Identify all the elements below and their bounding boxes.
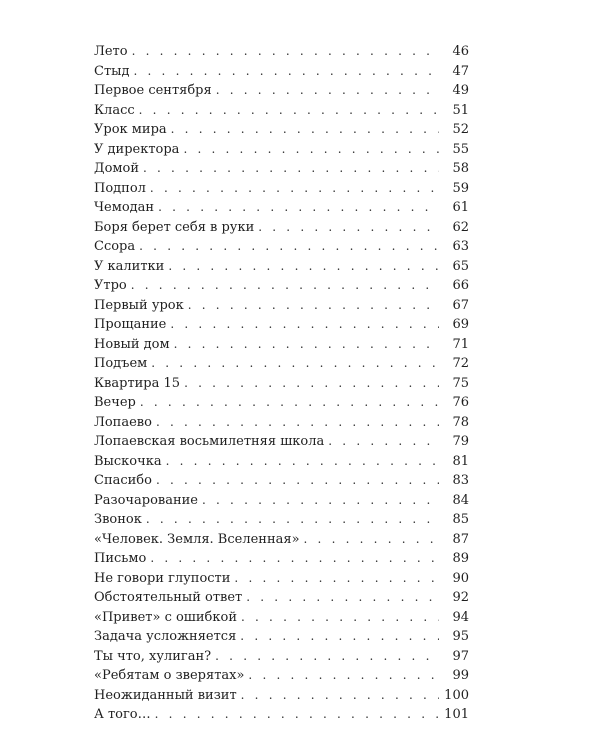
toc-entry[interactable] <box>94 510 469 530</box>
toc-dot-leader <box>131 276 439 296</box>
toc-entry-title: А того… <box>94 707 151 722</box>
toc-page-number: 97 <box>452 648 469 664</box>
table-of-contents <box>94 42 469 725</box>
toc-dot-leader <box>146 510 439 530</box>
toc-page-number: 95 <box>452 629 469 644</box>
toc-entry[interactable] <box>94 257 469 277</box>
toc-entry-title: Выскочка <box>94 453 162 469</box>
toc-dot-leader <box>168 257 439 277</box>
toc-entry[interactable] <box>94 237 469 257</box>
toc-dot-leader <box>139 237 439 257</box>
toc-dot-leader <box>246 588 439 608</box>
toc-dot-leader <box>140 393 439 413</box>
toc-entry-title: Класс <box>94 102 135 118</box>
toc-dot-leader <box>170 315 439 335</box>
toc-dot-leader <box>241 686 439 706</box>
toc-entry-title: Квартира 15 <box>94 375 181 391</box>
toc-entry[interactable] <box>94 588 469 608</box>
toc-dot-leader <box>183 140 439 160</box>
toc-page-number: 101 <box>444 707 469 722</box>
toc-dot-leader <box>215 647 439 667</box>
toc-page-number: 75 <box>452 375 469 391</box>
toc-page-number: 59 <box>452 180 469 196</box>
toc-entry-title: Лопаево <box>94 414 152 430</box>
toc-page-number: 90 <box>452 570 469 586</box>
toc-page-number: 76 <box>452 395 469 410</box>
toc-dot-leader <box>202 491 439 511</box>
toc-page-number: 67 <box>452 297 469 313</box>
toc-entry[interactable] <box>94 62 469 82</box>
toc-dot-leader <box>328 432 439 452</box>
toc-entry[interactable] <box>94 101 469 121</box>
toc-dot-leader <box>151 354 439 374</box>
toc-dot-leader <box>258 218 439 238</box>
toc-page-number: 79 <box>452 434 469 449</box>
toc-entry-title: Первое сентября <box>94 83 212 98</box>
toc-entry-title: Лопаевская восьмилетняя школа <box>94 434 325 449</box>
toc-entry-title: Утро <box>94 278 127 293</box>
toc-entry[interactable] <box>94 140 469 160</box>
toc-entry-title: Ссора <box>94 239 136 254</box>
toc-entry[interactable] <box>94 452 469 472</box>
toc-page-number: 55 <box>452 141 469 157</box>
toc-entry[interactable] <box>94 608 469 628</box>
toc-entry[interactable] <box>94 627 469 647</box>
toc-entry-title: Новый дом <box>94 336 170 352</box>
toc-entry-title: Звонок <box>94 512 142 527</box>
toc-entry[interactable] <box>94 81 469 101</box>
toc-entry[interactable] <box>94 218 469 238</box>
toc-entry[interactable] <box>94 413 469 433</box>
toc-entry[interactable] <box>94 686 469 706</box>
toc-dot-leader <box>158 198 439 218</box>
toc-entry[interactable] <box>94 471 469 491</box>
toc-entry-title: Вечер <box>94 395 136 410</box>
toc-page-number: 52 <box>452 122 469 137</box>
toc-entry[interactable] <box>94 530 469 550</box>
toc-entry-title: «Ребятам о зверятах» <box>94 668 245 683</box>
toc-page-number: 66 <box>452 278 469 293</box>
toc-page-number: 99 <box>452 668 469 683</box>
toc-dot-leader <box>241 608 439 628</box>
toc-page-number: 84 <box>452 492 469 508</box>
toc-entry[interactable] <box>94 159 469 179</box>
toc-dot-leader <box>240 627 439 647</box>
toc-dot-leader <box>234 569 439 589</box>
toc-entry[interactable] <box>94 705 469 725</box>
toc-dot-leader <box>134 62 440 82</box>
toc-dot-leader <box>132 42 439 62</box>
toc-entry[interactable] <box>94 198 469 218</box>
toc-dot-leader <box>166 452 439 472</box>
toc-page-number: 58 <box>452 161 469 176</box>
toc-entry[interactable] <box>94 647 469 667</box>
toc-entry[interactable] <box>94 491 469 511</box>
toc-entry[interactable] <box>94 666 469 686</box>
toc-entry-title: Прощание <box>94 317 167 332</box>
toc-page-number: 85 <box>452 512 469 527</box>
toc-page-number: 71 <box>452 336 469 352</box>
toc-page-number: 94 <box>452 609 469 625</box>
toc-dot-leader <box>156 471 439 491</box>
toc-dot-leader <box>188 296 439 316</box>
toc-entry-title: Не говори глупости <box>94 570 231 586</box>
toc-entry[interactable] <box>94 432 469 452</box>
toc-page-number: 81 <box>452 453 469 469</box>
toc-entry[interactable] <box>94 393 469 413</box>
toc-page-number: 83 <box>452 473 469 488</box>
toc-page-number: 51 <box>452 102 469 118</box>
toc-page-number: 65 <box>452 258 469 274</box>
toc-dot-leader <box>304 530 439 550</box>
toc-entry-title: Чемодан <box>94 200 155 215</box>
toc-page-number: 46 <box>452 44 469 59</box>
toc-dot-leader <box>248 666 439 686</box>
toc-entry-title: Спасибо <box>94 473 152 488</box>
toc-entry-title: Урок мира <box>94 122 167 137</box>
toc-entry-title: Задача усложняется <box>94 629 237 644</box>
toc-dot-leader <box>171 120 439 140</box>
toc-page-number: 92 <box>452 590 469 605</box>
toc-dot-leader <box>156 413 439 433</box>
toc-page-number: 89 <box>452 551 469 566</box>
toc-entry-title: Письмо <box>94 551 147 566</box>
toc-page-number: 100 <box>444 687 469 703</box>
toc-page-number: 69 <box>452 317 469 332</box>
toc-dot-leader <box>143 159 439 179</box>
toc-entry[interactable] <box>94 315 469 335</box>
toc-entry-title: Подпол <box>94 180 146 196</box>
toc-dot-leader <box>155 705 439 725</box>
toc-page-number: 49 <box>452 83 469 98</box>
toc-entry-title: У директора <box>94 141 180 157</box>
toc-entry-title: Подъем <box>94 356 148 371</box>
toc-page-number: 72 <box>452 356 469 371</box>
toc-entry-title: Ты что, хулиган? <box>94 648 212 664</box>
toc-entry-title: Разочарование <box>94 492 198 508</box>
toc-page-number: 47 <box>452 63 469 79</box>
toc-entry[interactable] <box>94 354 469 374</box>
toc-entry-title: Домой <box>94 161 139 176</box>
toc-entry-title: Лето <box>94 44 128 59</box>
toc-entry[interactable] <box>94 120 469 140</box>
toc-dot-leader <box>216 81 439 101</box>
toc-dot-leader <box>184 374 439 394</box>
toc-entry-title: «Привет» с ошибкой <box>94 609 237 625</box>
toc-entry-title: Неожиданный визит <box>94 687 237 703</box>
toc-page-number: 61 <box>452 200 469 215</box>
toc-page-number: 87 <box>452 531 469 547</box>
toc-entry-title: Обстоятельный ответ <box>94 590 243 605</box>
toc-entry[interactable] <box>94 569 469 589</box>
toc-entry[interactable] <box>94 179 469 199</box>
toc-entry-title: «Человек. Земля. Вселенная» <box>94 531 300 547</box>
toc-page-number: 62 <box>452 219 469 235</box>
toc-entry[interactable] <box>94 296 469 316</box>
toc-entry-title: Стыд <box>94 63 130 79</box>
toc-dot-leader <box>139 101 439 121</box>
toc-dot-leader <box>150 179 439 199</box>
toc-entry[interactable] <box>94 276 469 296</box>
toc-entry[interactable] <box>94 335 469 355</box>
toc-entry[interactable] <box>94 549 469 569</box>
toc-dot-leader <box>150 549 439 569</box>
toc-entry-title: У калитки <box>94 258 165 274</box>
toc-entry-title: Боря берет себя в руки <box>94 219 255 235</box>
toc-page-number: 63 <box>452 239 469 254</box>
toc-entry[interactable] <box>94 42 469 62</box>
toc-page-number: 78 <box>452 414 469 430</box>
toc-entry[interactable] <box>94 374 469 394</box>
toc-entry-title: Первый урок <box>94 297 184 313</box>
toc-dot-leader <box>174 335 439 355</box>
